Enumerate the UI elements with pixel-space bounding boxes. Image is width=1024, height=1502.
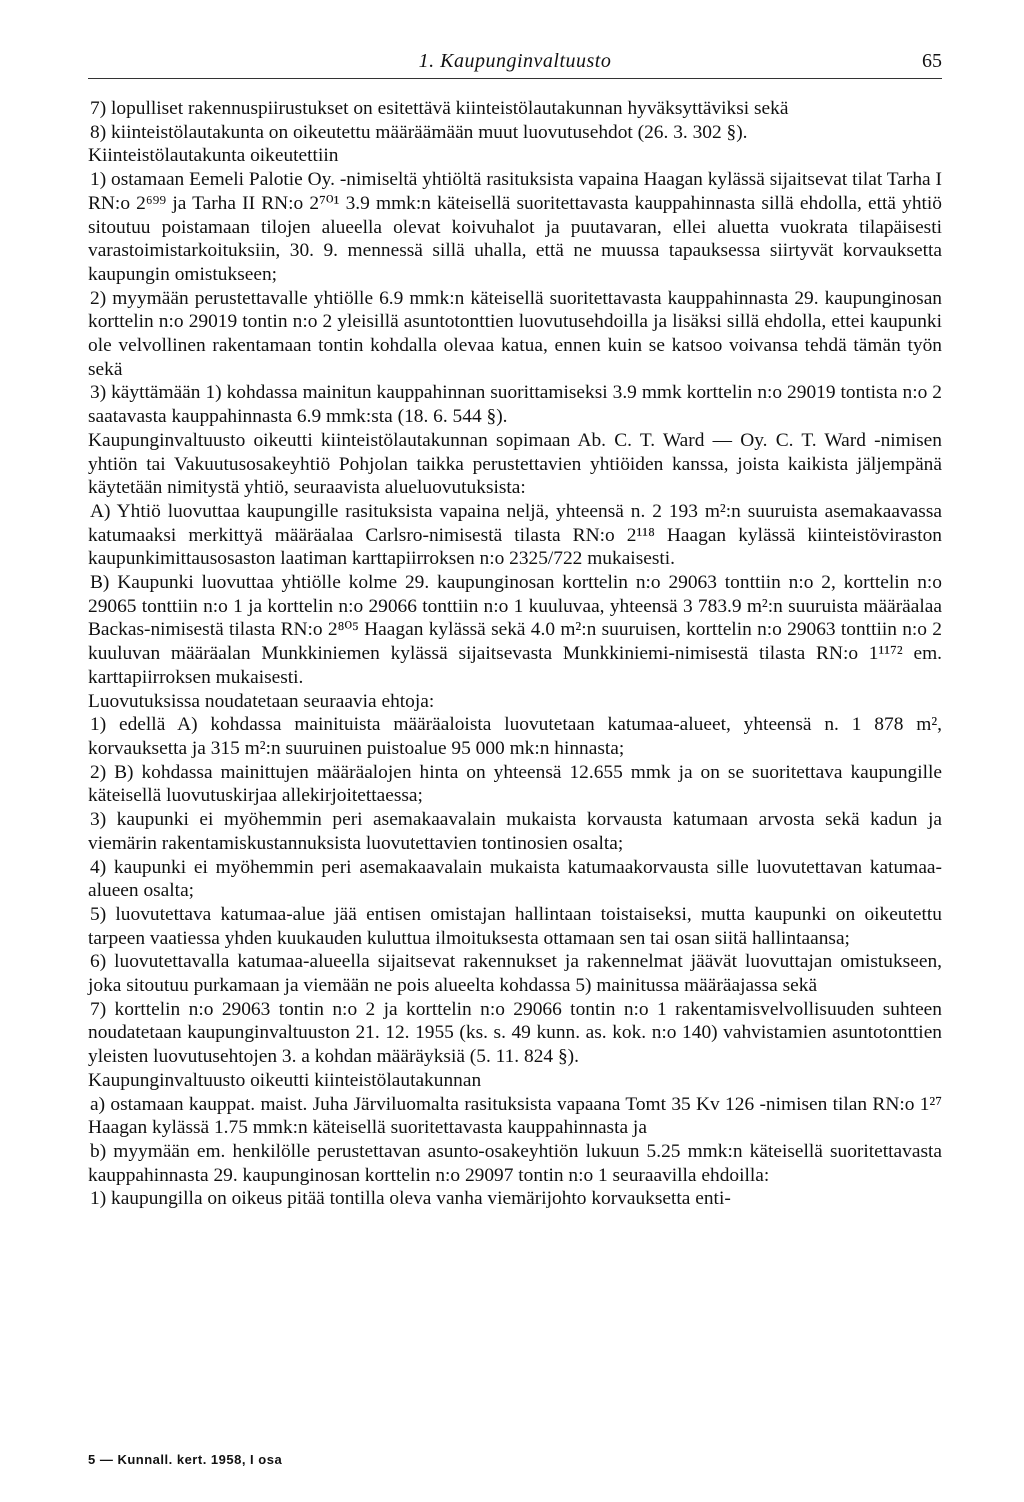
paragraph-item-b: B) Kaupunki luovuttaa yhtiölle kolme 29. kaupunginosan korttelin n:o 29063 tonttiin n:o 2, korttelin n:o 29065 tonttiin n:o 1 ja korttelin n:o 29066 tonttiin n:o 1 kuuluvaa, yhteensä 3 783.9 m²:n suuruista määräalaa Backas-nimisestä tilasta RN:o 2⁸⁰⁵ Haagan kylässä sekä 4.0 m²:n suuruisen, korttelin n:o 29063 tonttiin n:o 2 kuuluvan määräalan Munkkiniemen kylässä sijaitsevasta Munkkiniemi-nimisestä tilasta RN:o 1¹¹⁷² em. karttapiirroksen mukaisesti. [88, 572, 942, 688]
paragraph-lead: Luovutuksissa noudatetaan seuraavia ehtoja: [88, 690, 435, 712]
paragraph-item-7: 7) korttelin n:o 29063 tontin n:o 2 ja korttelin n:o 29066 tontin n:o 1 rakentamisvelvollisuuden suhteen noudatetaan kaupunginvaltuuston 21. 12. 1955 (ks. s. 49 kunn. as. kok. n:o 140) vahvistamien asuntotonttien yleisten luovutusehtojen 3. a kohdan määräyksiä (5. 11. 824 §). [88, 998, 942, 1068]
body-text [88, 97, 942, 1211]
paragraph-item-5: 5) luovutettava katumaa-alue jää entisen omistajan hallintaan toistaiseksi, mutta kaupunki on oikeutettu tarpeen vaatiessa yhden kuukauden kuluttua ilmoituksesta ottamaan sen tai osan siitä hallintaansa; [88, 903, 942, 949]
paragraph-item-3: 3) kaupunki ei myöhemmin peri asemakaavalain mukaista korvausta katumaan arvosta sekä kadun ja viemärin rakentamiskustannuksista luovutettavien tontinosien osalta; [88, 809, 942, 854]
paragraph-item-1: 1) edellä A) kohdassa mainituista määräaloista luovutetaan katumaa-alueet, yhteensä n. 1 878 m², korvauksetta ja 315 m²:n suuruinen puistoalue 95 000 mk:n hinnasta; [88, 714, 942, 759]
paragraph-item-4: 4) kaupunki ei myöhemmin peri asemakaavalain mukaista katumaakorvausta sille luovutettavan katumaa-alueen osalta; [88, 856, 942, 902]
page-number: 65 [922, 50, 942, 72]
paragraph-item-a: A) Yhtiö luovuttaa kaupungille rasituksista vapaina neljä, yhteensä n. 2 193 m²:n suuruista asemakaavassa katumaaksi merkittyä määräalaa Carlsro-nimisestä tilasta RN:o 2¹¹⁸ Haagan kylässä kiinteistöviraston kaupunkimittausosaston laatiman karttapiirroksen n:o 2325/722 mukaisesti. [88, 500, 942, 570]
footer-signature: 5 — Kunnall. kert. 1958, I osa [88, 1452, 283, 1467]
paragraph-item-1: 1) kaupungilla on oikeus pitää tontilla oleva vanha viemärijohto korvauksetta enti- [90, 1188, 731, 1210]
running-header [88, 50, 942, 79]
paragraph-item-7: 7) lopulliset rakennuspiirustukset on esitettävä kiinteistölautakunnan hyväksyttäviksi sekä [90, 98, 789, 119]
paragraph-item-2: 2) myymään perustettavalle yhtiölle 6.9 mmk:n käteisellä suoritettavasta kauppahinnasta 29. kaupunginosan korttelin n:o 29019 tontin n:o 2 yleisillä asuntotonttien luovutusehdoilla ja lisäksi sillä ehdolla, ettei kaupunki ole velvollinen rakentamaan tontin kohdalla olevaa katua, ennen kuin se katsoo voivansa tehdä tämän työn sekä [88, 287, 942, 380]
paragraph-item-1: 1) ostamaan Eemeli Palotie Oy. -nimiseltä yhtiöltä rasituksista vapaina Haagan kylässä sijaitsevat tilat Tarha I RN:o 2⁶⁹⁹ ja Tarha II RN:o 2⁷⁰¹ 3.9 mmk:n käteisellä suoritettavasta kauppahinnasta sillä ehdolla, että yhtiö sitoutuu poistamaan tilojen alueella olevat koivuhalot ja puutavaran, ellei aluetta vuokrata tilapäisesti varastoimistarkoituksiin, 30. 9. mennessä sillä uhalla, että ne muussa tapauksessa siirtyvät korvauksetta kaupungin omistukseen; [88, 169, 942, 285]
paragraph-item-a: a) ostamaan kauppat. maist. Juha Järviluomalta rasituksista vapaana Tomt 35 Kv 126 -nimisen tilan RN:o 1²⁷ Haagan kylässä 1.75 mmk:n käteisellä suoritettavasta kauppahinnasta ja [88, 1093, 942, 1139]
paragraph-lead: Kiinteistölautakunta oikeutettiin [88, 145, 339, 167]
paragraph-item-8: 8) kiinteistölautakunta on oikeutettu määräämään muut luovutusehdot (26. 3. 302 §). [90, 121, 748, 143]
running-title: 1. Kaupunginvaltuusto [418, 50, 612, 72]
paragraph-item-b: b) myymään em. henkilölle perustettavan asunto-osakeyhtiön lukuun 5.25 mmk:n käteisellä suoritettavasta kauppahinnasta 29. kaupunginosan korttelin n:o 29097 tontin n:o 1 seuraavilla ehdoilla: [88, 1140, 942, 1186]
paragraph-lead: Kaupunginvaltuusto oikeutti kiinteistölautakunnan sopimaan Ab. C. T. Ward — Oy. C. T. Ward -nimisen yhtiön tai Vakuutusosakeyhtiö Pohjolan taikka perustettavien yhtiöiden kanssa, joista kaikista jäljempänä käytetään nimitystä yhtiö, seuraavista alueluovutuksista: [88, 429, 942, 499]
paragraph-lead: Kaupunginvaltuusto oikeutti kiinteistölautakunnan [88, 1069, 482, 1091]
paragraph-item-6: 6) luovutettavalla katumaa-alueella sijaitsevat rakennukset ja rakennelmat jäävät luovuttajan omistukseen, joka sitoutuu purkamaan ja viemään ne pois alueelta kohdassa 5) mainitussa määräajassa sekä [88, 951, 942, 997]
paragraph-item-2: 2) B) kohdassa mainittujen määräalojen hinta on yhteensä 12.655 mmk ja on se suoritettava kaupungille käteisellä luovutuskirjaa allekirjoitettaessa; [88, 761, 942, 807]
paragraph-item-3: 3) käyttämään 1) kohdassa mainitun kauppahinnan suorittamiseksi 3.9 mmk korttelin n:o 29019 tontista n:o 2 saatavasta kauppahinnasta 6.9 mmk:sta (18. 6. 544 §). [88, 382, 942, 428]
